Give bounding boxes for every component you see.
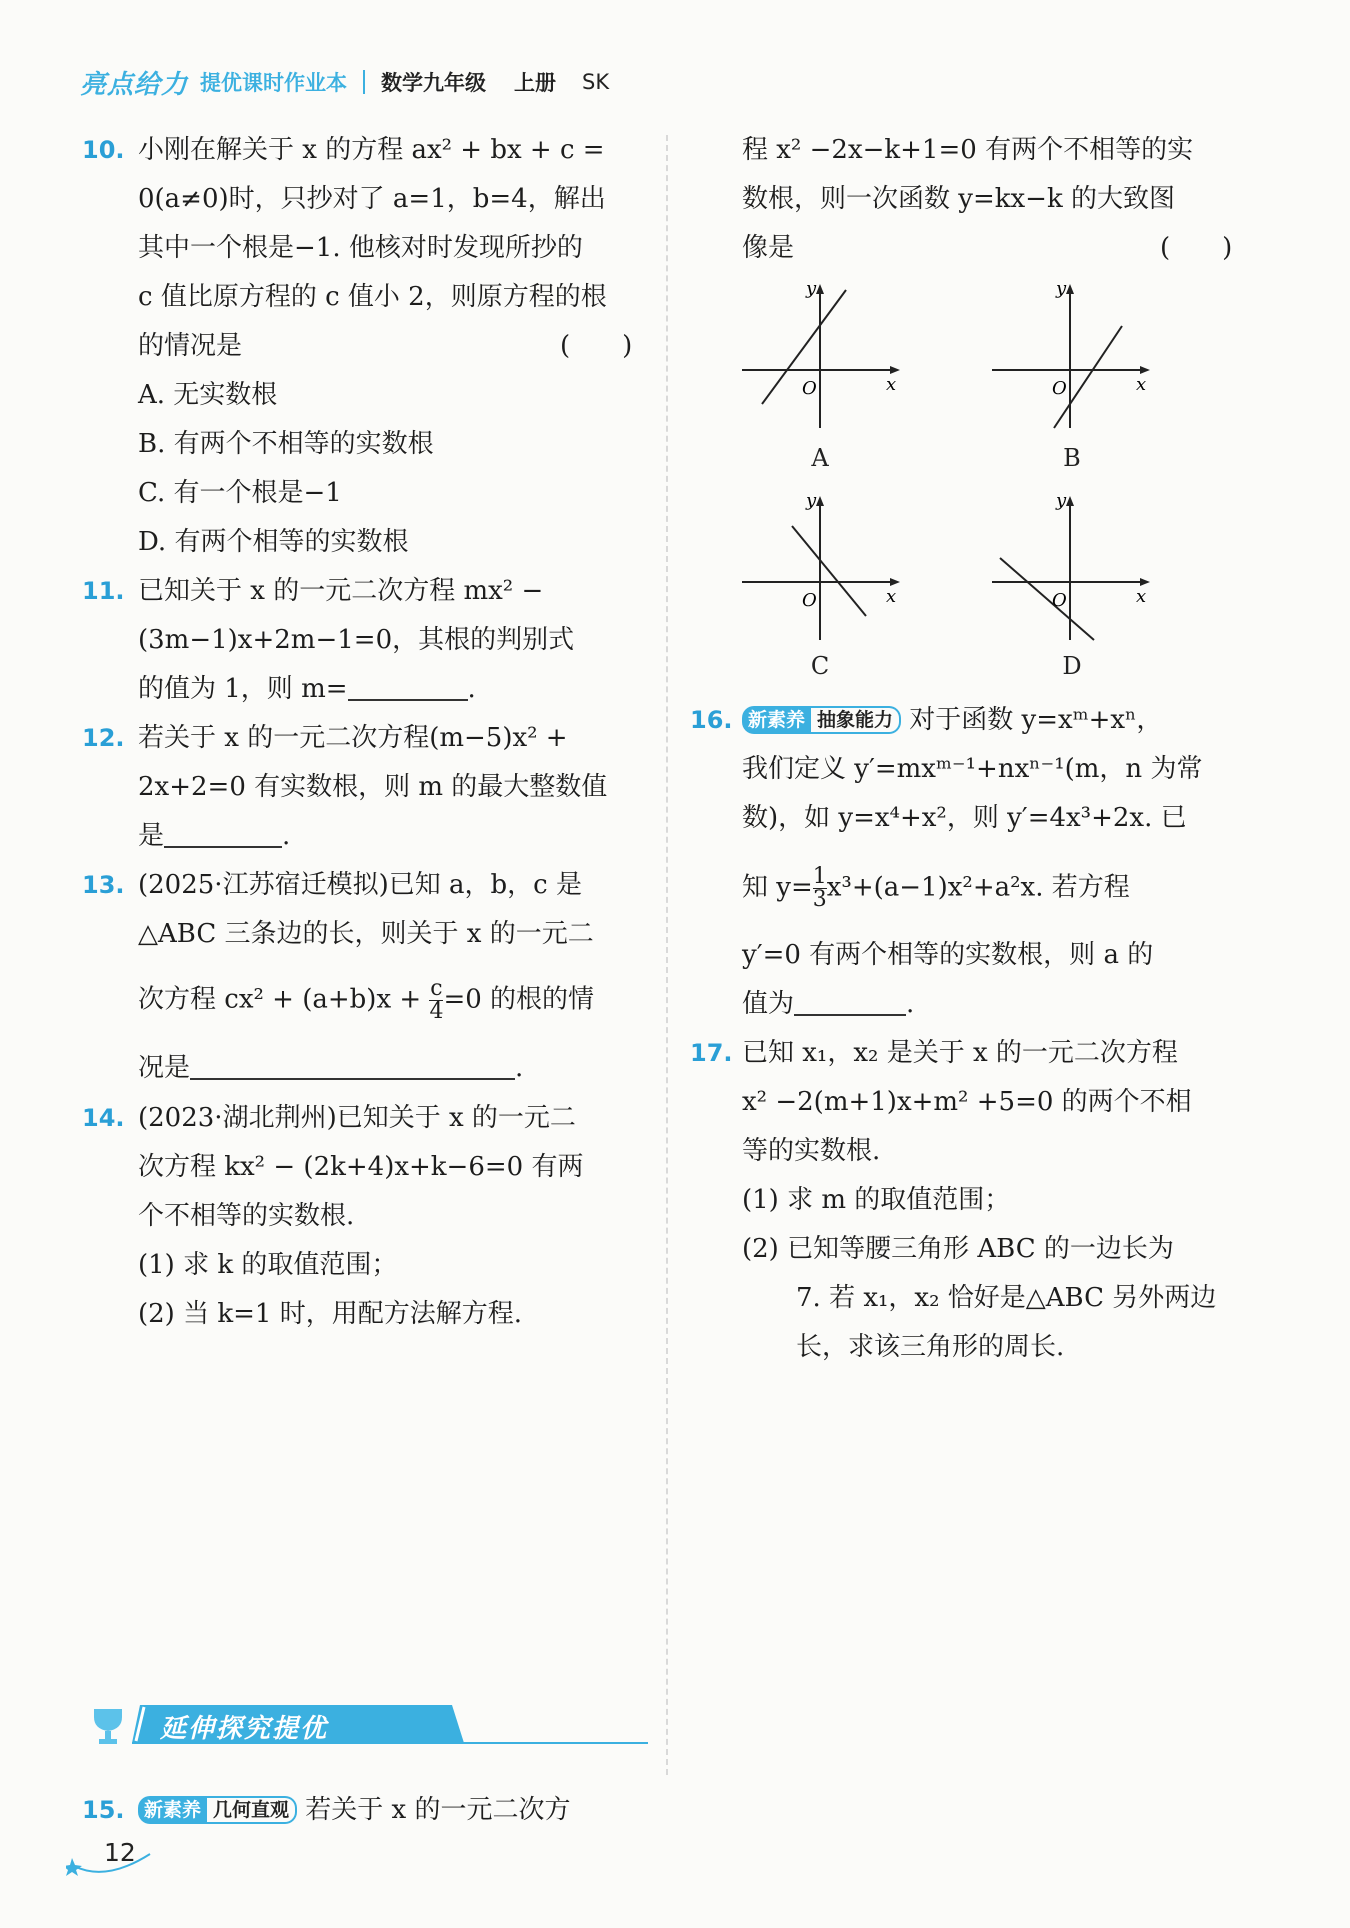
svg-text:O: O xyxy=(1052,378,1067,399)
book-edition: SK xyxy=(582,70,610,94)
question-number: 14. xyxy=(82,1104,125,1132)
q16-line xyxy=(742,984,914,1024)
graph-c[interactable] xyxy=(738,490,908,650)
svg-text:y: y xyxy=(806,278,817,299)
book-subject: 数学九年级 xyxy=(381,71,487,95)
tag-skill: 几何直观 xyxy=(207,1796,297,1824)
question-number: 17. xyxy=(690,1039,733,1067)
q17-subquestion: (1) 求 m 的取值范围； xyxy=(742,1185,1011,1215)
svg-text:x: x xyxy=(1136,374,1147,395)
question-number: 13. xyxy=(82,871,125,899)
q17-line: 等的实数根. xyxy=(742,1136,881,1166)
q15-line: 像是 xyxy=(742,233,795,263)
graph-label: A xyxy=(811,444,829,472)
q12-period: . xyxy=(282,821,291,851)
answer-blank[interactable] xyxy=(164,818,282,848)
tag-new-literacy: 新素养 xyxy=(138,1796,207,1824)
question-number: 15. xyxy=(82,1796,125,1824)
q10-line: 的情况是 xyxy=(138,331,243,361)
fraction-denominator: 4 xyxy=(429,999,444,1024)
q10-line: 小刚在解关于 x 的方程 ax² + bx + c = xyxy=(138,135,605,165)
q15-line: 程 x² −2x−k+1=0 有两个不相等的实 xyxy=(742,135,1194,165)
q14-subquestion: (1) 求 k 的取值范围； xyxy=(138,1250,398,1280)
question-number: 12. xyxy=(82,724,125,752)
graph-d[interactable] xyxy=(988,490,1158,650)
q15-line: 数根，则一次函数 y=kx−k 的大致图 xyxy=(742,184,1175,214)
q10-line: 0(a≠0)时，只抄对了 a=1，b=4，解出 xyxy=(138,184,606,214)
q14-line: 个不相等的实数根. xyxy=(138,1201,355,1231)
q16-text: x³+(a−1)x²+a²x. 若方程 xyxy=(826,872,1130,903)
option-c: C. 有一个根是−1 xyxy=(138,478,342,508)
q12-line: 若关于 x 的一元二次方程(m−5)x² + xyxy=(138,723,568,753)
q14-line: (2023·湖北荆州)已知关于 x 的一元二 xyxy=(138,1103,576,1133)
q13-line: (2025·江苏宿迁模拟)已知 a，b，c 是 xyxy=(138,870,582,900)
book-series: 提优课时作业本 xyxy=(200,71,348,95)
q16-period: . xyxy=(906,989,915,1019)
q11-period: . xyxy=(467,674,476,704)
page-number: 12 xyxy=(104,1838,136,1867)
q17-subquestion: 7. 若 x₁，x₂ 恰好是△ABC 另外两边 xyxy=(796,1283,1217,1313)
tag-new-literacy: 新素养 xyxy=(742,706,811,734)
column-divider xyxy=(666,135,668,1775)
q16-line xyxy=(742,866,1130,911)
q13-line xyxy=(138,1048,523,1088)
header-divider xyxy=(363,70,365,94)
q13-line: △ABC 三条边的长，则关于 x 的一元二 xyxy=(138,919,594,949)
svg-text:y: y xyxy=(1056,278,1067,299)
graph-b[interactable] xyxy=(988,278,1158,438)
q11-line xyxy=(138,669,476,709)
svg-text:x: x xyxy=(886,374,897,395)
question-number: 16. xyxy=(690,706,733,734)
svg-text:O: O xyxy=(1052,590,1067,611)
q17-subquestion: (2) 已知等腰三角形 ABC 的一边长为 xyxy=(742,1234,1174,1264)
section-title: 延伸探究提优 xyxy=(160,1714,329,1744)
q12-text: 是 xyxy=(138,821,165,851)
q13-line xyxy=(138,978,594,1023)
q15-text: 若关于 x 的一元二次方 xyxy=(305,1795,571,1825)
q17-line: x² −2(m+1)x+m² +5=0 的两个不相 xyxy=(742,1087,1192,1117)
q13-text: 次方程 cx² + (a+b)x + xyxy=(138,984,422,1015)
q16-line: 数)，如 y=x⁴+x²，则 y′=4x³+2x. 已 xyxy=(742,803,1187,833)
graph-label: B xyxy=(1063,444,1081,472)
svg-text:O: O xyxy=(802,590,817,611)
page-header xyxy=(80,62,609,102)
q16-text: 值为 xyxy=(742,989,795,1019)
q14-line: 次方程 kx² − (2k+4)x+k−6=0 有两 xyxy=(138,1152,584,1182)
q12-line xyxy=(138,816,290,856)
q17-subquestion: 长，求该三角形的周长. xyxy=(796,1332,1065,1362)
option-b: B. 有两个不相等的实数根 xyxy=(138,429,434,459)
q11-line: (3m−1)x+2m−1=0，其根的判别式 xyxy=(138,625,575,655)
svg-text:y: y xyxy=(1056,490,1067,511)
option-d: D. 有两个相等的实数根 xyxy=(138,527,409,557)
fraction xyxy=(429,978,443,1023)
q13-text: 况是 xyxy=(138,1053,191,1083)
tag-skill: 抽象能力 xyxy=(811,706,901,734)
graph-label: C xyxy=(810,652,830,680)
fraction-numerator: 1 xyxy=(812,864,827,889)
answer-blank[interactable] xyxy=(190,1050,515,1080)
q16-text: 知 y= xyxy=(742,872,813,903)
question-number: 10. xyxy=(82,136,125,164)
q11-text: 的值为 1，则 m= xyxy=(138,674,348,704)
q17-line: 已知 x₁，x₂ 是关于 x 的一元二次方程 xyxy=(742,1038,1178,1068)
svg-text:x: x xyxy=(886,586,897,607)
graph-label: D xyxy=(1062,652,1082,680)
q16-text: 对于函数 y=xᵐ+xⁿ， xyxy=(909,705,1163,735)
q13-text: =0 的根的情 xyxy=(443,984,595,1015)
fraction-denominator: 3 xyxy=(812,887,827,912)
q12-line: 2x+2=0 有实数根，则 m 的最大整数值 xyxy=(138,772,608,802)
book-volume: 上册 xyxy=(514,71,557,95)
answer-blank[interactable] xyxy=(794,986,906,1016)
answer-blank[interactable] xyxy=(348,671,468,701)
brand-logo: 亮点给力 xyxy=(80,69,189,100)
svg-text:O: O xyxy=(802,378,817,399)
q16-line: 我们定义 y′=mxᵐ⁻¹+nxⁿ⁻¹(m，n 为常 xyxy=(742,754,1203,784)
q14-subquestion: (2) 当 k=1 时，用配方法解方程. xyxy=(138,1299,522,1329)
svg-text:x: x xyxy=(1136,586,1147,607)
q16-line xyxy=(742,700,1162,740)
option-a: A. 无实数根 xyxy=(138,380,278,410)
svg-text:y: y xyxy=(806,490,817,511)
q10-line: c 值比原方程的 c 值小 2，则原方程的根 xyxy=(138,282,607,312)
q11-line: 已知关于 x 的一元二次方程 mx² − xyxy=(138,576,544,606)
fraction-numerator: c xyxy=(430,976,443,1001)
fraction xyxy=(813,866,827,911)
q16-line: y′=0 有两个相等的实数根，则 a 的 xyxy=(742,940,1154,970)
q13-period: . xyxy=(515,1053,524,1083)
q10-line: 其中一个根是−1. 他核对时发现所抄的 xyxy=(138,233,583,263)
answer-paren: ( ) xyxy=(1160,233,1233,263)
q15-line xyxy=(138,1790,571,1830)
question-number: 11. xyxy=(82,577,125,605)
answer-paren: ( ) xyxy=(560,331,633,361)
graph-a[interactable] xyxy=(738,278,908,438)
trophy-icon xyxy=(94,1709,122,1744)
